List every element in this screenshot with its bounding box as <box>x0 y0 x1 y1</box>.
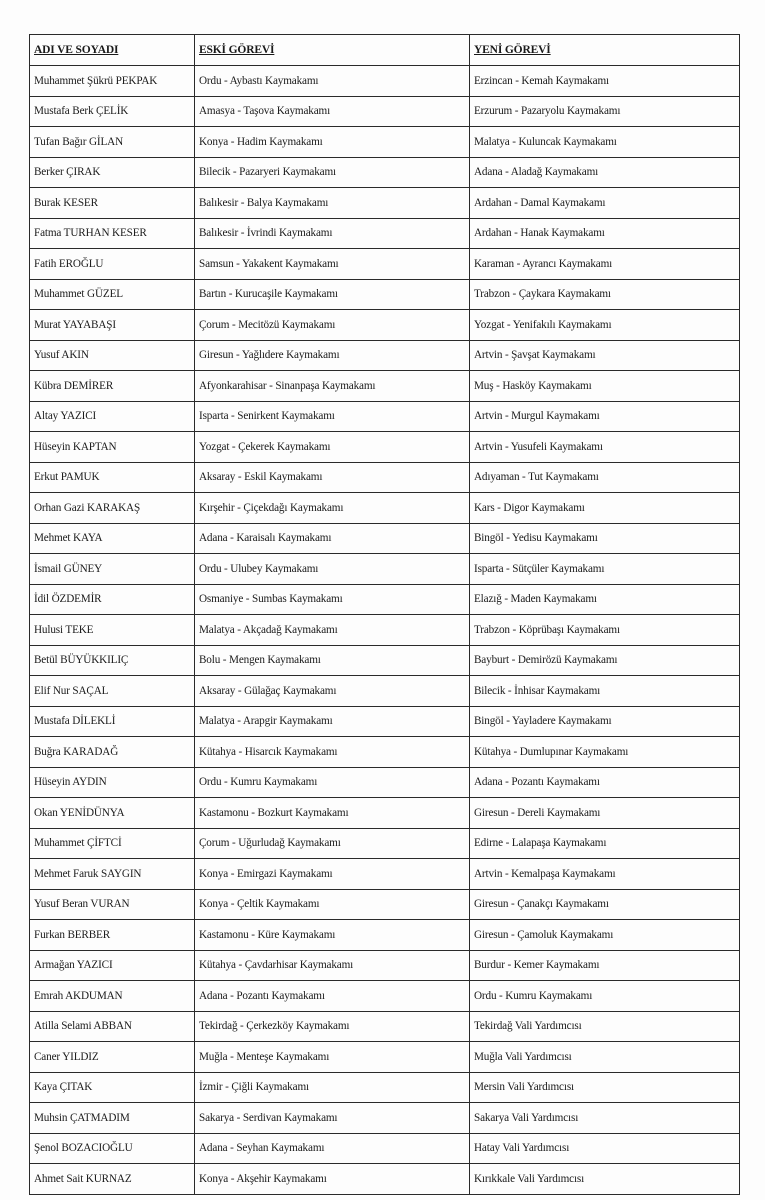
table-row <box>30 249 740 280</box>
cell-name: Buğra KARADAĞ <box>30 737 195 768</box>
cell-name: Caner YILDIZ <box>30 1042 195 1073</box>
cell-new-role: Hatay Vali Yardımcısı <box>470 1133 740 1164</box>
cell-old-role: Malatya - Akçadağ Kaymakamı <box>195 615 470 646</box>
cell-old-role: Aksaray - Gülağaç Kaymakamı <box>195 676 470 707</box>
table-row <box>30 676 740 707</box>
table-row <box>30 523 740 554</box>
cell-old-role: Konya - Çeltik Kaymakamı <box>195 889 470 920</box>
table-row <box>30 401 740 432</box>
table-row <box>30 462 740 493</box>
header-row <box>30 35 740 66</box>
cell-old-role: Adana - Seyhan Kaymakamı <box>195 1133 470 1164</box>
cell-old-role: Kütahya - Hisarcık Kaymakamı <box>195 737 470 768</box>
cell-old-role: Çorum - Mecitözü Kaymakamı <box>195 310 470 341</box>
cell-old-role: Tekirdağ - Çerkezköy Kaymakamı <box>195 1011 470 1042</box>
cell-new-role: Kırıkkale Vali Yardımcısı <box>470 1164 740 1195</box>
table-row <box>30 1072 740 1103</box>
table-row <box>30 645 740 676</box>
cell-name: Atilla Selami ABBAN <box>30 1011 195 1042</box>
table-row <box>30 950 740 981</box>
table-row <box>30 981 740 1012</box>
cell-new-role: Erzincan - Kemah Kaymakamı <box>470 66 740 97</box>
table-row <box>30 1133 740 1164</box>
cell-new-role: Malatya - Kuluncak Kaymakamı <box>470 127 740 158</box>
cell-new-role: Ordu - Kumru Kaymakamı <box>470 981 740 1012</box>
cell-old-role: Çorum - Uğurludağ Kaymakamı <box>195 828 470 859</box>
cell-new-role: Sakarya Vali Yardımcısı <box>470 1103 740 1134</box>
cell-name: İsmail GÜNEY <box>30 554 195 585</box>
table-header <box>30 35 740 66</box>
cell-old-role: Osmaniye - Sumbas Kaymakamı <box>195 584 470 615</box>
cell-old-role: Yozgat - Çekerek Kaymakamı <box>195 432 470 463</box>
cell-new-role: Ardahan - Damal Kaymakamı <box>470 188 740 219</box>
cell-name: İdil ÖZDEMİR <box>30 584 195 615</box>
cell-new-role: Muş - Hasköy Kaymakamı <box>470 371 740 402</box>
cell-new-role: Bilecik - İnhisar Kaymakamı <box>470 676 740 707</box>
cell-new-role: Adıyaman - Tut Kaymakamı <box>470 462 740 493</box>
cell-old-role: Muğla - Menteşe Kaymakamı <box>195 1042 470 1073</box>
cell-new-role: Adana - Aladağ Kaymakamı <box>470 157 740 188</box>
cell-new-role: Erzurum - Pazaryolu Kaymakamı <box>470 96 740 127</box>
table-row <box>30 1011 740 1042</box>
cell-name: Altay YAZICI <box>30 401 195 432</box>
table-row <box>30 96 740 127</box>
cell-name: Emrah AKDUMAN <box>30 981 195 1012</box>
cell-new-role: Bingöl - Yedisu Kaymakamı <box>470 523 740 554</box>
cell-new-role: Giresun - Çamoluk Kaymakamı <box>470 920 740 951</box>
cell-old-role: Bolu - Mengen Kaymakamı <box>195 645 470 676</box>
cell-old-role: Konya - Emirgazi Kaymakamı <box>195 859 470 890</box>
table-row <box>30 1042 740 1073</box>
cell-name: Muhammet GÜZEL <box>30 279 195 310</box>
table-row <box>30 828 740 859</box>
cell-old-role: Samsun - Yakakent Kaymakamı <box>195 249 470 280</box>
cell-name: Mehmet KAYA <box>30 523 195 554</box>
cell-old-role: Adana - Karaisalı Kaymakamı <box>195 523 470 554</box>
cell-old-role: Ordu - Aybastı Kaymakamı <box>195 66 470 97</box>
cell-old-role: Kırşehir - Çiçekdağı Kaymakamı <box>195 493 470 524</box>
cell-new-role: Kars - Digor Kaymakamı <box>470 493 740 524</box>
cell-new-role: Giresun - Çanakçı Kaymakamı <box>470 889 740 920</box>
header-new-role: YENİ GÖREVİ <box>470 35 740 66</box>
table-row <box>30 310 740 341</box>
cell-old-role: Kastamonu - Küre Kaymakamı <box>195 920 470 951</box>
cell-new-role: Karaman - Ayrancı Kaymakamı <box>470 249 740 280</box>
cell-new-role: Burdur - Kemer Kaymakamı <box>470 950 740 981</box>
cell-name: Fatih EROĞLU <box>30 249 195 280</box>
cell-name: Muhammet ÇİFTCİ <box>30 828 195 859</box>
table-row <box>30 889 740 920</box>
cell-old-role: Sakarya - Serdivan Kaymakamı <box>195 1103 470 1134</box>
cell-new-role: Adana - Pozantı Kaymakamı <box>470 767 740 798</box>
cell-name: Murat YAYABAŞI <box>30 310 195 341</box>
cell-old-role: Ordu - Kumru Kaymakamı <box>195 767 470 798</box>
cell-new-role: Bingöl - Yayladere Kaymakamı <box>470 706 740 737</box>
cell-old-role: İzmir - Çiğli Kaymakamı <box>195 1072 470 1103</box>
table-row <box>30 340 740 371</box>
cell-old-role: Afyonkarahisar - Sinanpaşa Kaymakamı <box>195 371 470 402</box>
cell-old-role: Aksaray - Eskil Kaymakamı <box>195 462 470 493</box>
cell-name: Muhsin ÇATMADIM <box>30 1103 195 1134</box>
cell-name: Mustafa DİLEKLİ <box>30 706 195 737</box>
table-row <box>30 554 740 585</box>
cell-name: Muhammet Şükrü PEKPAK <box>30 66 195 97</box>
cell-new-role: Giresun - Dereli Kaymakamı <box>470 798 740 829</box>
cell-old-role: Kastamonu - Bozkurt Kaymakamı <box>195 798 470 829</box>
table-row <box>30 737 740 768</box>
cell-old-role: Balıkesir - İvrindi Kaymakamı <box>195 218 470 249</box>
cell-new-role: Bayburt - Demirözü Kaymakamı <box>470 645 740 676</box>
table-row <box>30 859 740 890</box>
cell-old-role: Kütahya - Çavdarhisar Kaymakamı <box>195 950 470 981</box>
cell-old-role: Konya - Hadim Kaymakamı <box>195 127 470 158</box>
cell-name: Burak KESER <box>30 188 195 219</box>
table-row <box>30 188 740 219</box>
cell-name: Berker ÇIRAK <box>30 157 195 188</box>
table-row <box>30 432 740 463</box>
table-row <box>30 371 740 402</box>
cell-name: Ahmet Sait KURNAZ <box>30 1164 195 1195</box>
cell-old-role: Ordu - Ulubey Kaymakamı <box>195 554 470 585</box>
cell-name: Şenol BOZACIOĞLU <box>30 1133 195 1164</box>
table-row <box>30 706 740 737</box>
cell-name: Yusuf Beran VURAN <box>30 889 195 920</box>
cell-new-role: Artvin - Yusufeli Kaymakamı <box>470 432 740 463</box>
cell-new-role: Kütahya - Dumlupınar Kaymakamı <box>470 737 740 768</box>
cell-name: Armağan YAZICI <box>30 950 195 981</box>
table-row <box>30 279 740 310</box>
table-row <box>30 767 740 798</box>
cell-name: Mehmet Faruk SAYGIN <box>30 859 195 890</box>
cell-new-role: Artvin - Murgul Kaymakamı <box>470 401 740 432</box>
cell-new-role: Artvin - Kemalpaşa Kaymakamı <box>470 859 740 890</box>
cell-old-role: Konya - Akşehir Kaymakamı <box>195 1164 470 1195</box>
cell-name: Yusuf AKIN <box>30 340 195 371</box>
cell-old-role: Balıkesir - Balya Kaymakamı <box>195 188 470 219</box>
cell-old-role: Bartın - Kurucaşile Kaymakamı <box>195 279 470 310</box>
header-name: ADI VE SOYADI <box>30 35 195 66</box>
cell-name: Erkut PAMUK <box>30 462 195 493</box>
table-row <box>30 1103 740 1134</box>
cell-old-role: Adana - Pozantı Kaymakamı <box>195 981 470 1012</box>
cell-old-role: Amasya - Taşova Kaymakamı <box>195 96 470 127</box>
cell-old-role: Malatya - Arapgir Kaymakamı <box>195 706 470 737</box>
cell-name: Mustafa Berk ÇELİK <box>30 96 195 127</box>
cell-new-role: Elazığ - Maden Kaymakamı <box>470 584 740 615</box>
cell-new-role: Artvin - Şavşat Kaymakamı <box>470 340 740 371</box>
table-row <box>30 920 740 951</box>
cell-old-role: Bilecik - Pazaryeri Kaymakamı <box>195 157 470 188</box>
table-row <box>30 584 740 615</box>
assignment-table <box>29 34 740 1195</box>
cell-name: Fatma TURHAN KESER <box>30 218 195 249</box>
cell-new-role: Muğla Vali Yardımcısı <box>470 1042 740 1073</box>
cell-old-role: Isparta - Senirkent Kaymakamı <box>195 401 470 432</box>
table-row <box>30 1164 740 1195</box>
cell-name: Hüseyin AYDIN <box>30 767 195 798</box>
cell-new-role: Tekirdağ Vali Yardımcısı <box>470 1011 740 1042</box>
cell-new-role: Isparta - Sütçüler Kaymakamı <box>470 554 740 585</box>
cell-name: Betül BÜYÜKKILIÇ <box>30 645 195 676</box>
cell-name: Hüseyin KAPTAN <box>30 432 195 463</box>
cell-name: Tufan Bağır GİLAN <box>30 127 195 158</box>
cell-new-role: Trabzon - Çaykara Kaymakamı <box>470 279 740 310</box>
table-row <box>30 66 740 97</box>
cell-new-role: Mersin Vali Yardımcısı <box>470 1072 740 1103</box>
cell-name: Furkan BERBER <box>30 920 195 951</box>
cell-name: Hulusi TEKE <box>30 615 195 646</box>
cell-new-role: Yozgat - Yenifakılı Kaymakamı <box>470 310 740 341</box>
cell-new-role: Ardahan - Hanak Kaymakamı <box>470 218 740 249</box>
cell-name: Orhan Gazi KARAKAŞ <box>30 493 195 524</box>
table-row <box>30 493 740 524</box>
table-row <box>30 218 740 249</box>
cell-name: Kaya ÇITAK <box>30 1072 195 1103</box>
cell-new-role: Edirne - Lalapaşa Kaymakamı <box>470 828 740 859</box>
table-row <box>30 127 740 158</box>
cell-old-role: Giresun - Yağlıdere Kaymakamı <box>195 340 470 371</box>
cell-name: Elif Nur SAÇAL <box>30 676 195 707</box>
table-row <box>30 615 740 646</box>
cell-new-role: Trabzon - Köprübaşı Kaymakamı <box>470 615 740 646</box>
cell-name: Okan YENİDÜNYA <box>30 798 195 829</box>
header-old-role: ESKİ GÖREVİ <box>195 35 470 66</box>
table-row <box>30 157 740 188</box>
table-body <box>30 66 740 1195</box>
cell-name: Kübra DEMİRER <box>30 371 195 402</box>
table-row <box>30 798 740 829</box>
